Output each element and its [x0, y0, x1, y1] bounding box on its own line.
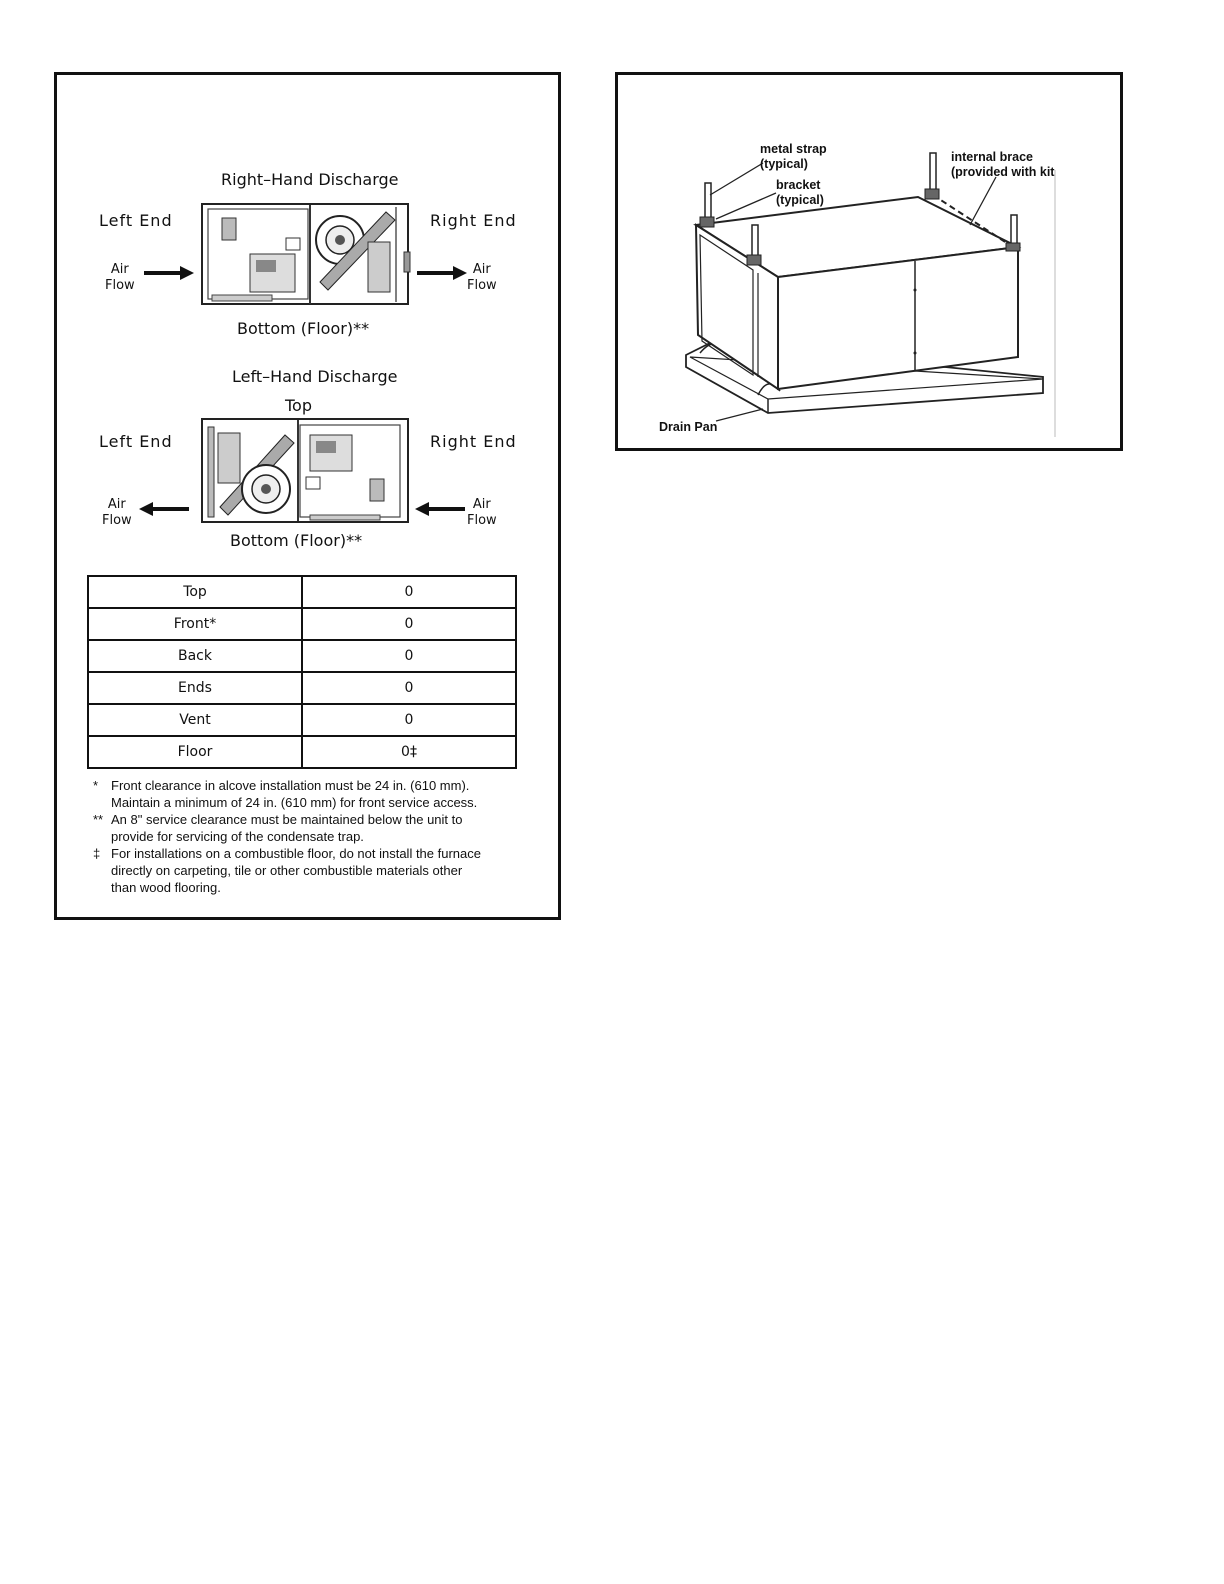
rhd-right-end-label: Right End	[430, 211, 517, 230]
rhd-arrow-right-icon	[415, 263, 470, 283]
drain-pan-callout: Drain Pan	[659, 420, 718, 434]
rhd-air-flow-left-label: Air Flow	[105, 262, 135, 293]
table-cell-side: Vent	[88, 704, 302, 736]
bracket-callout: bracket (typical)	[776, 178, 824, 207]
table-cell-side: Top	[88, 576, 302, 608]
lhd-arrow-left-icon	[137, 499, 192, 519]
rhd-arrow-left-icon	[142, 263, 197, 283]
table-cell-value: 0	[302, 576, 516, 608]
table-cell-side: Back	[88, 640, 302, 672]
table-cell-value: 0	[302, 672, 516, 704]
table-cell-value: 0	[302, 704, 516, 736]
rhd-air-flow-right-label: Air Flow	[467, 262, 497, 293]
footnotes	[93, 777, 533, 896]
lhd-air-flow-right-label: Air Flow	[467, 497, 497, 528]
footnote-front: * Front clearance in alcove installation must be 24 in. (610 mm). Maintain a minimum of 24 in. (610 mm) for front service access.	[93, 778, 478, 810]
table-row	[88, 640, 516, 672]
table-cell-value: 0	[302, 640, 516, 672]
table-row	[88, 672, 516, 704]
table-row	[88, 736, 516, 768]
lhd-title: Left–Hand Discharge	[232, 367, 398, 386]
lhd-furnace-illustration	[200, 417, 412, 525]
table-cell-side: Front*	[88, 608, 302, 640]
metal-strap-callout: metal strap (typical)	[760, 142, 827, 171]
table-cell-value: 0‡	[302, 736, 516, 768]
clearance-table	[87, 575, 517, 769]
rhd-bottom-label: Bottom (Floor)**	[237, 319, 370, 338]
footnote-floor: ‡ For installations on a combustible floor, do not install the furnace directly on carpeting, tile or other combustible materials other than wood flooring.	[93, 846, 481, 895]
table-row	[88, 608, 516, 640]
lhd-left-end-label: Left End	[99, 432, 173, 451]
table-cell-side: Floor	[88, 736, 302, 768]
footnote-service: ** An 8" service clearance must be maintained below the unit to provide for servicing of the condensate trap.	[93, 812, 463, 844]
table-row	[88, 576, 516, 608]
table-row	[88, 704, 516, 736]
lhd-bottom-label: Bottom (Floor)**	[230, 531, 363, 550]
lhd-arrow-right-icon	[413, 499, 468, 519]
table-cell-value: 0	[302, 608, 516, 640]
suspended-furnace-illustration	[618, 75, 1120, 448]
rhd-left-end-label: Left End	[99, 211, 173, 230]
lhd-right-end-label: Right End	[430, 432, 517, 451]
rhd-furnace-illustration	[200, 202, 412, 307]
internal-brace-callout: internal brace (provided with kit	[951, 150, 1055, 179]
lhd-top-label: Top	[285, 396, 312, 415]
table-cell-side: Ends	[88, 672, 302, 704]
suspension-figure-panel	[615, 72, 1123, 451]
rhd-title: Right–Hand Discharge	[221, 170, 399, 189]
clearance-figure-panel	[54, 72, 561, 920]
lhd-air-flow-left-label: Air Flow	[102, 497, 132, 528]
